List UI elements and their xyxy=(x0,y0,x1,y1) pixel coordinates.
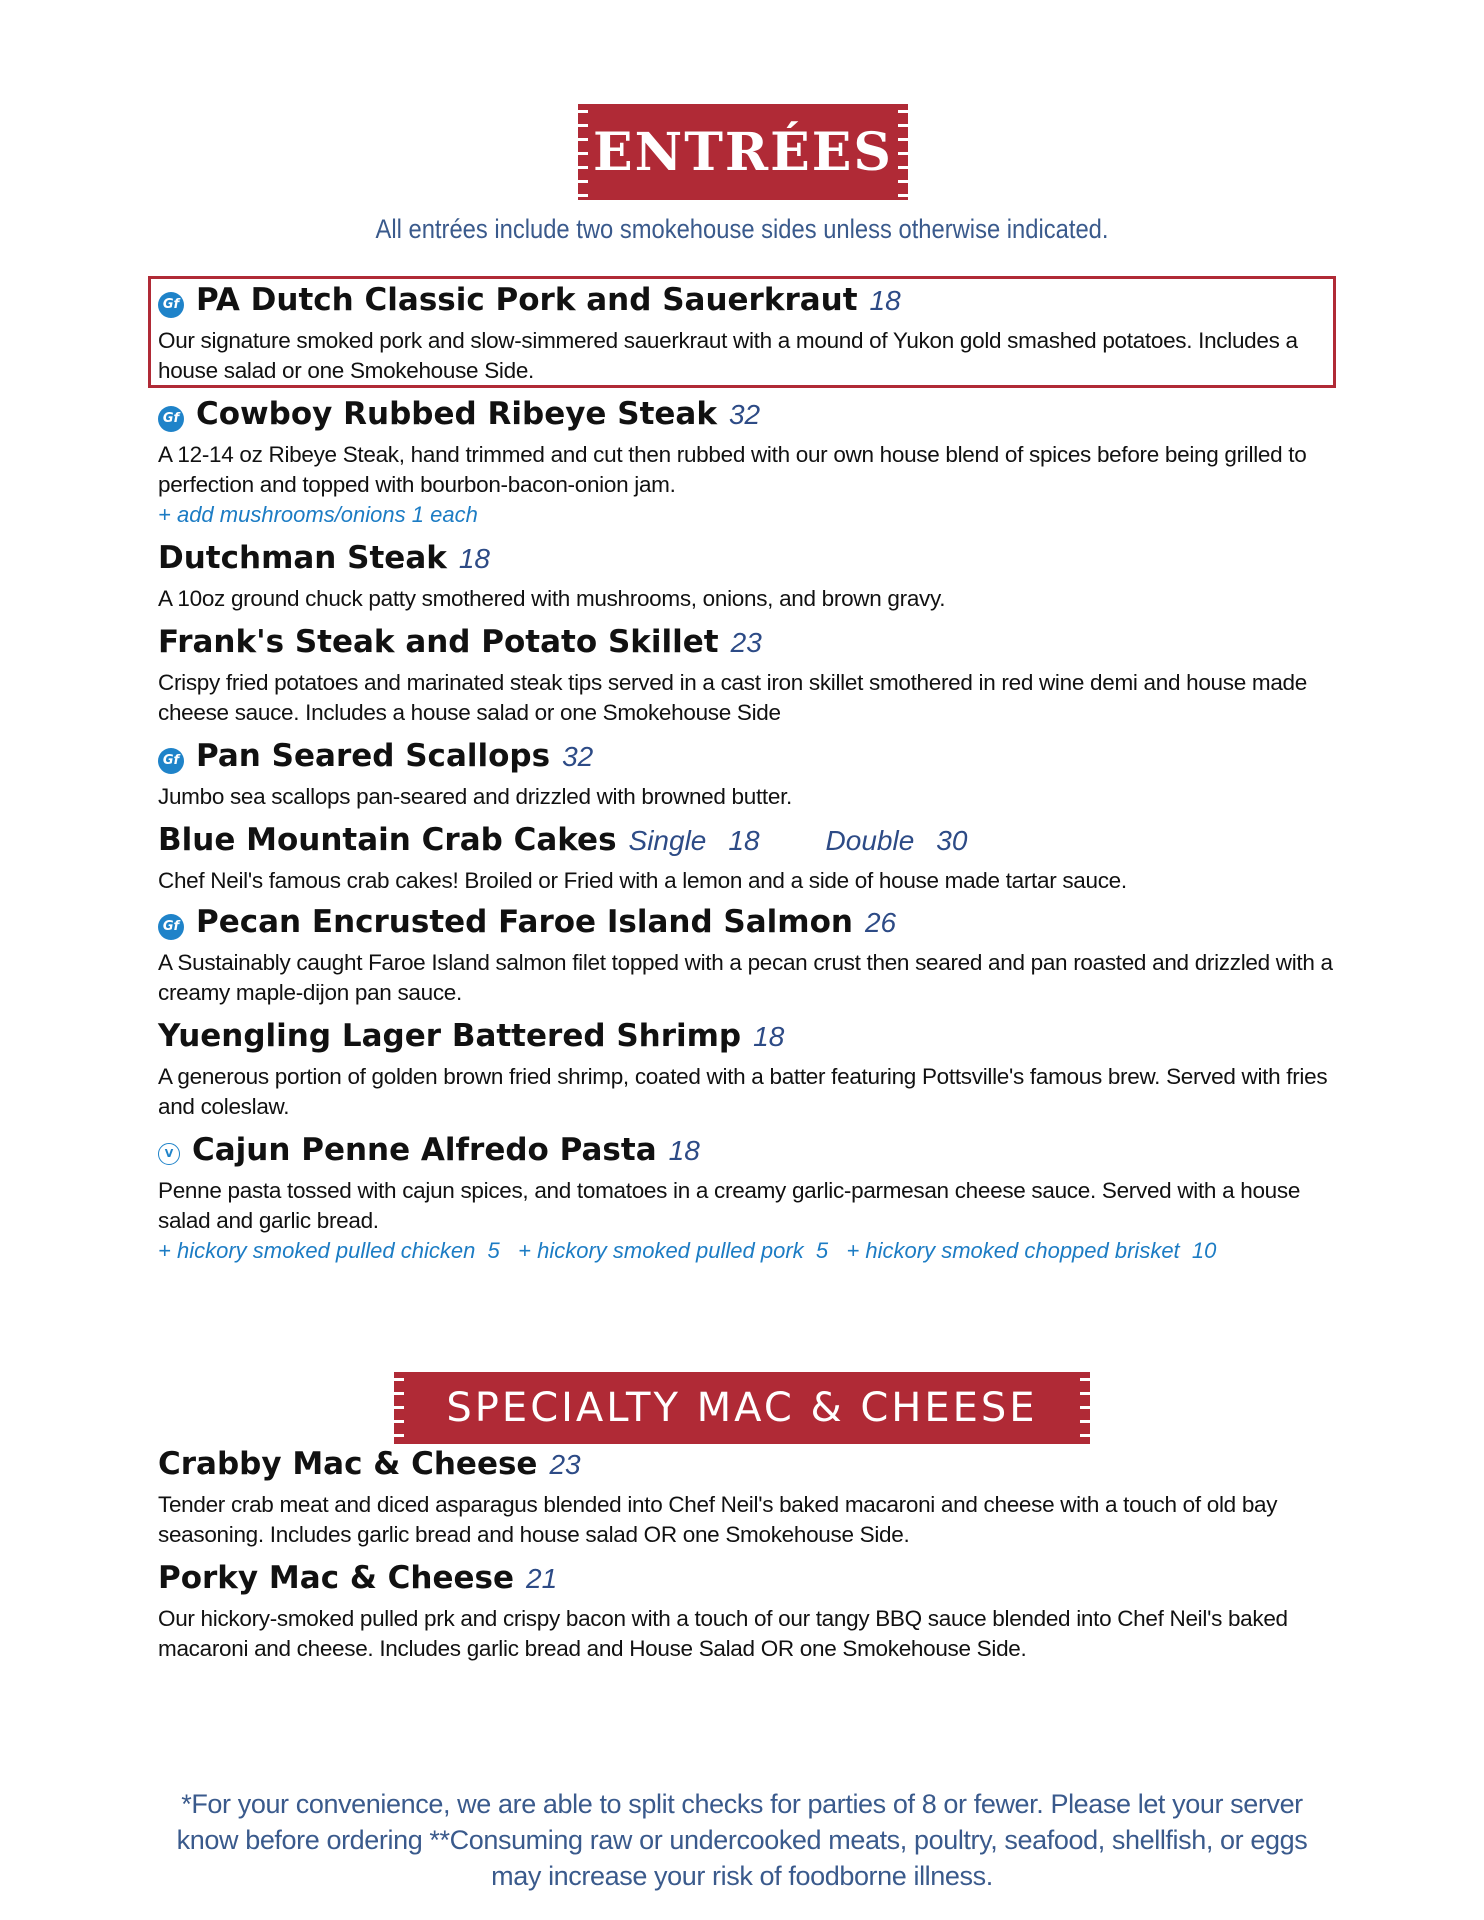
item-price: 18 xyxy=(869,285,901,316)
mac-cheese-heading: SPECIALTY MAC & CHEESE xyxy=(446,1385,1038,1431)
item-name: Pan Seared Scallops xyxy=(196,738,551,774)
item-description: A Sustainably caught Faroe Island salmon filet topped with a pecan crust then seared and pan roasted and drizzled with a creamy maple-dijon pan sauce. xyxy=(158,950,1333,1005)
entrees-heading: ENTRÉES xyxy=(593,121,893,183)
item-name: Crabby Mac & Cheese xyxy=(158,1446,538,1482)
item-description: Penne pasta tossed with cajun spices, and tomatoes in a creamy garlic-parmesan cheese sauce. Served with a house salad and garlic bread. xyxy=(158,1178,1301,1233)
entrees-banner xyxy=(584,104,902,200)
item-name: PA Dutch Classic Pork and Sauerkraut xyxy=(196,282,858,318)
item-description: Our hickory-smoked pulled prk and crispy bacon with a touch of our tangy BBQ sauce blended into Chef Neil's baked macaroni and cheese. Includes garlic bread and House Salad OR one Smokehouse Side. xyxy=(158,1606,1288,1661)
item-price: 18 xyxy=(458,543,491,574)
item-name: Yuengling Lager Battered Shrimp xyxy=(158,1018,742,1054)
menu-item xyxy=(158,1018,1338,1122)
item-price-double: 30 xyxy=(936,825,968,856)
item-price-double-label: Double xyxy=(825,825,915,856)
item-description: Jumbo sea scallops pan-seared and drizzled with browned butter. xyxy=(158,784,792,809)
gluten-free-icon: Gf xyxy=(158,406,184,432)
item-price-single-label: Single xyxy=(628,825,707,856)
item-name: Cajun Penne Alfredo Pasta xyxy=(192,1132,657,1168)
menu-item xyxy=(158,624,1338,728)
vegetarian-icon: V xyxy=(158,1143,180,1165)
item-price: 18 xyxy=(668,1135,700,1166)
item-name: Dutchman Steak xyxy=(158,540,447,576)
item-name: Cowboy Rubbed Ribeye Steak xyxy=(196,396,717,432)
menu-item xyxy=(158,540,1338,614)
item-price: 23 xyxy=(730,627,762,658)
item-description: Our signature smoked pork and slow-simmered sauerkraut with a mound of Yukon gold smashed potatoes. Includes a house salad or one Smokehouse Side. xyxy=(158,328,1298,383)
footer-note: *For your convenience, we are able to split checks for parties of 8 or fewer. Please let your server know before ordering **Consuming raw or undercooked meats, poultry, seafood, shellfish, or eggs may increase your risk of foodborne illness. xyxy=(176,1789,1308,1891)
item-name: Blue Mountain Crab Cakes xyxy=(158,822,617,858)
item-price: 18 xyxy=(753,1021,785,1052)
menu-item xyxy=(158,1132,1338,1266)
item-price: 21 xyxy=(526,1563,558,1594)
menu-item xyxy=(158,282,1338,386)
item-description: A 12-14 oz Ribeye Steak, hand trimmed and cut then rubbed with our own house blend of spices before being grilled to perfection and topped with bourbon-bacon-onion jam. xyxy=(158,442,1307,497)
item-description: A 10oz ground chuck patty smothered with mushrooms, onions, and brown gravy. xyxy=(158,586,946,611)
item-price: 26 xyxy=(864,907,897,938)
menu-item xyxy=(158,904,1338,1008)
item-name: Porky Mac & Cheese xyxy=(158,1560,515,1596)
item-name: Pecan Encrusted Faroe Island Salmon xyxy=(196,904,853,940)
item-addon: + add mushrooms/onions 1 each xyxy=(158,502,478,527)
gluten-free-icon: Gf xyxy=(158,914,184,940)
gluten-free-icon: Gf xyxy=(158,292,184,318)
item-description: Tender crab meat and diced asparagus blended into Chef Neil's baked macaroni and cheese with a touch of old bay seasoning. Includes garlic bread and house salad OR one Smokehouse Side. xyxy=(158,1492,1278,1547)
menu-item xyxy=(158,396,1338,530)
item-price-single: 18 xyxy=(728,825,760,856)
menu-item xyxy=(158,738,1338,812)
item-description: Chef Neil's famous crab cakes! Broiled or Fried with a lemon and a side of house made tartar sauce. xyxy=(158,868,1127,893)
gluten-free-icon: Gf xyxy=(158,748,184,774)
item-name: Frank's Steak and Potato Skillet xyxy=(158,624,719,660)
item-price: 32 xyxy=(728,399,761,430)
item-description: Crispy fried potatoes and marinated steak tips served in a cast iron skillet smothered in red wine demi and house made cheese sauce. Includes a house salad or one Smokehouse Side xyxy=(158,670,1307,725)
item-price: 32 xyxy=(562,741,594,772)
item-description: A generous portion of golden brown fried shrimp, coated with a batter featuring Pottsville's famous brew. Served with fries and coleslaw. xyxy=(158,1064,1328,1119)
mac-cheese-banner xyxy=(400,1372,1084,1444)
item-addon: + hickory smoked pulled chicken 5 + hickory smoked pulled pork 5 + hickory smoked chopped brisket 10 xyxy=(158,1238,1217,1263)
menu-item xyxy=(158,822,1338,896)
item-price: 23 xyxy=(549,1449,581,1480)
menu-item xyxy=(158,1560,1338,1664)
entrees-subtitle: All entrées include two smokehouse sides unless otherwise indicated. xyxy=(375,214,1109,244)
menu-item xyxy=(158,1446,1338,1550)
